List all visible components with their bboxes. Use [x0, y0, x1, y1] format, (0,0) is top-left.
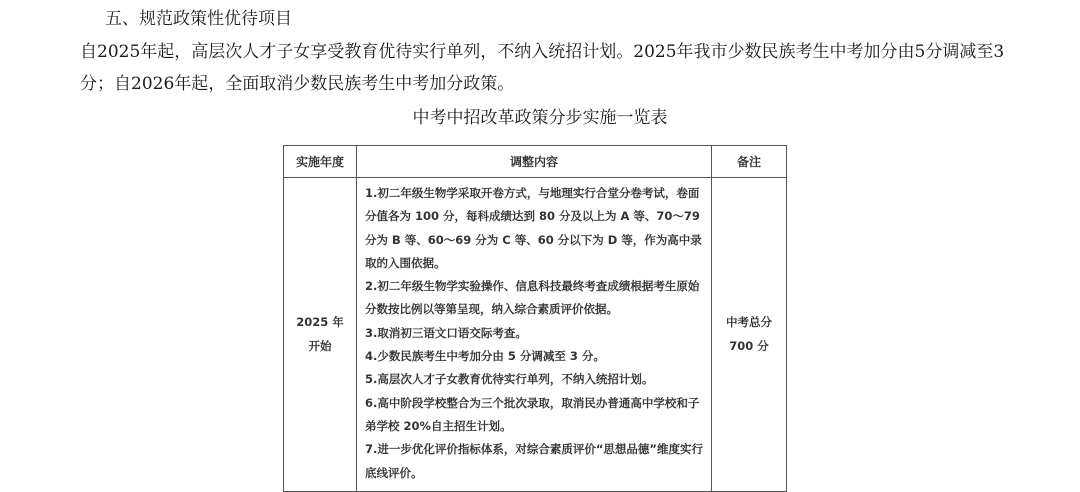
table-header-row	[284, 146, 787, 178]
header-year: 实施年度	[284, 146, 357, 178]
header-note: 备注	[712, 146, 787, 178]
policy-table	[283, 145, 787, 492]
content-cell	[357, 178, 712, 492]
table-title: 中考中招改革政策分步实施一览表	[412, 108, 668, 128]
list-item: 4.少数民族考生中考加分由 5 分调减至 3 分。	[365, 349, 605, 364]
note-cell	[712, 178, 787, 492]
year-line: 2025 年	[296, 315, 344, 330]
list-item: 2.初二年级生物学实验操作、信息科技最终考查成绩根据考生原始分数按比例以等第呈现，纳入综合素质评价依据。	[365, 279, 700, 317]
paragraph: 自2025年起，高层次人才子女享受教育优待实行单列，不纳入统招计划。2025年我市少数民族考生中考加分由5分调减至3分；自2026年起，全面取消少数民族考生中考加分政策。	[80, 42, 1005, 94]
section-heading: 五、规范政策性优待项目	[105, 9, 292, 29]
header-content: 调整内容	[357, 146, 712, 178]
list-item: 3.取消初三语文口语交际考查。	[365, 325, 527, 340]
table-row	[284, 178, 787, 492]
list-item: 6.高中阶段学校整合为三个批次录取，取消民办普通高中学校和子弟学校 20%自主招生计划。	[365, 395, 700, 433]
year-cell	[284, 178, 357, 492]
note-line: 700 分	[729, 339, 769, 354]
year-line: 开始	[308, 339, 332, 354]
list-item: 1.初二年级生物学采取开卷方式，与地理实行合堂分卷考试，卷面分值各为 100 分，每科成绩达到 80 分及以上为 A 等、70～79 分为 B 等、60～69 分为 C 等、60 分以下为 D 等，作为高中录取的入围依据。	[365, 186, 702, 270]
list-item: 5.高层次人才子女教育优待实行单列，不纳入统招计划。	[365, 372, 654, 387]
list-item: 7.进一步优化评价指标体系，对综合素质评价“思想品德”维度实行底线评价。	[365, 442, 703, 480]
note-line: 中考总分	[726, 315, 772, 330]
